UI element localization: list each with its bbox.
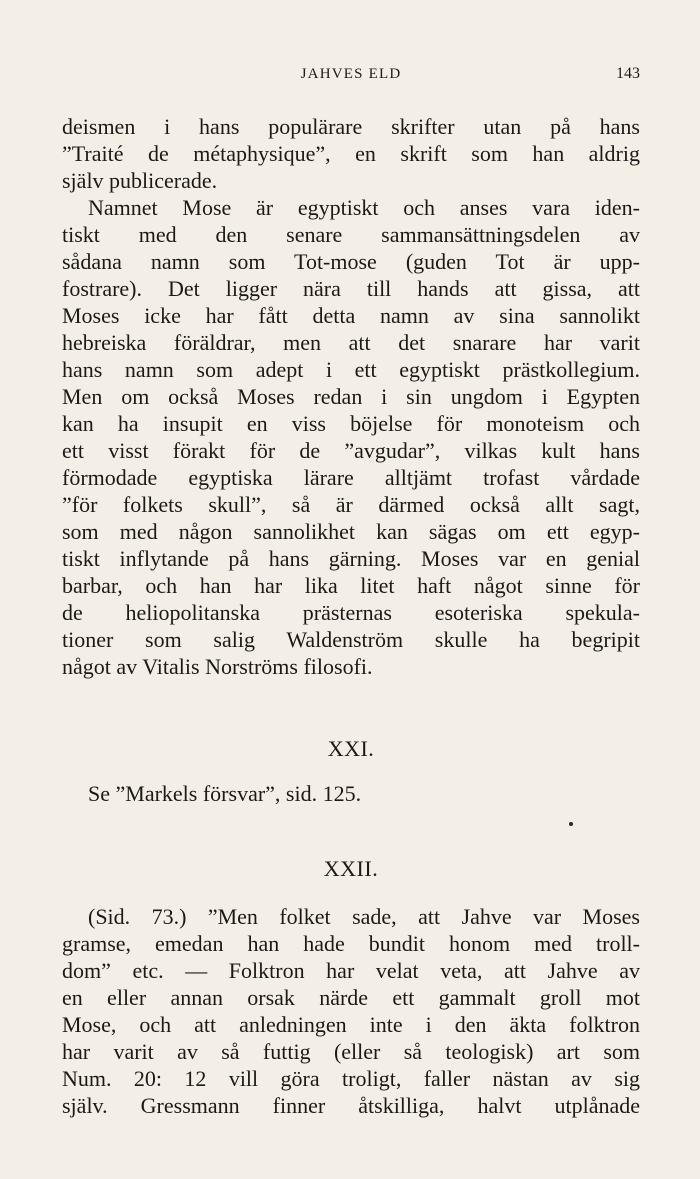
text-line: Num. 20: 12 vill göra troligt, faller nästan av sig bbox=[62, 1066, 640, 1091]
text-line: tioner som salig Waldenström skulle ha begripit bbox=[62, 627, 640, 652]
text-line: något av Vitalis Norströms filosofi. bbox=[62, 654, 373, 679]
print-speck bbox=[569, 822, 573, 826]
text-line: Moses icke har fått detta namn av sina sannolikt bbox=[62, 303, 640, 328]
text-line: fostrare). Det ligger nära till hands att gissa, att bbox=[62, 276, 640, 301]
body-paragraphs bbox=[62, 113, 640, 680]
text-line: ett visst förakt för de ”avgudar”, vilkas kult hans bbox=[62, 438, 640, 463]
section-xxii-text bbox=[62, 903, 640, 1119]
text-line: en eller annan orsak närde ett gammalt groll mot bbox=[62, 985, 640, 1010]
text-line: sådana namn som Tot-mose (guden Tot är upp- bbox=[62, 249, 640, 274]
text-line: som med någon sannolikhet kan sägas om ett egyp- bbox=[62, 519, 640, 544]
text-line: Mose, och att anledningen inte i den äkta folktron bbox=[62, 1012, 640, 1037]
page-number: 143 bbox=[616, 65, 640, 82]
section-xxi-text bbox=[62, 780, 640, 807]
text-line: barbar, och han har lika litet haft något sinne för bbox=[62, 573, 640, 598]
text-line: Se ”Markels försvar”, sid. 125. bbox=[88, 781, 362, 806]
text-line: tiskt med den senare sammansättningsdelen av bbox=[62, 222, 640, 247]
running-title: JAHVES ELD bbox=[300, 66, 402, 82]
section-heading-xxi: XXI. bbox=[327, 736, 375, 761]
section-heading-xxii: XXII. bbox=[323, 856, 379, 881]
text-line: gramse, emedan han hade bundit honom med troll- bbox=[62, 931, 640, 956]
text-line: ”Traité de métaphysique”, en skrift som han aldrig bbox=[62, 141, 640, 166]
text-line: tiskt inflytande på hans gärning. Moses var en genial bbox=[62, 546, 640, 571]
text-line: själv. Gressmann finner åtskilliga, halvt utplånade bbox=[62, 1093, 640, 1118]
running-head bbox=[62, 64, 640, 88]
text-line: dom” etc. — Folktron har velat veta, att Jahve av bbox=[62, 958, 640, 983]
text-line: kan ha insupit en viss böjelse för monoteism och bbox=[62, 411, 640, 436]
text-line: hans namn som adept i ett egyptiskt prästkollegium. bbox=[62, 357, 640, 382]
text-line: själv publicerade. bbox=[62, 168, 218, 193]
text-line: hebreiska föräldrar, men att det snarare har varit bbox=[62, 330, 640, 355]
text-line: förmodade egyptiska lärare alltjämt trofast vårdade bbox=[62, 465, 640, 490]
text-line: ”för folkets skull”, så är därmed också allt sagt, bbox=[62, 492, 640, 517]
text-line: har varit av så futtig (eller så teologisk) art som bbox=[62, 1039, 640, 1064]
text-line: Men om också Moses redan i sin ungdom i Egypten bbox=[62, 384, 640, 409]
text-line: de heliopolitanska prästernas esoteriska spekula- bbox=[62, 600, 640, 625]
text-line: Namnet Mose är egyptiskt och anses vara iden- bbox=[88, 195, 640, 220]
text-line: (Sid. 73.) ”Men folket sade, att Jahve var Moses bbox=[88, 904, 640, 929]
text-line: deismen i hans populärare skrifter utan på hans bbox=[62, 114, 640, 139]
